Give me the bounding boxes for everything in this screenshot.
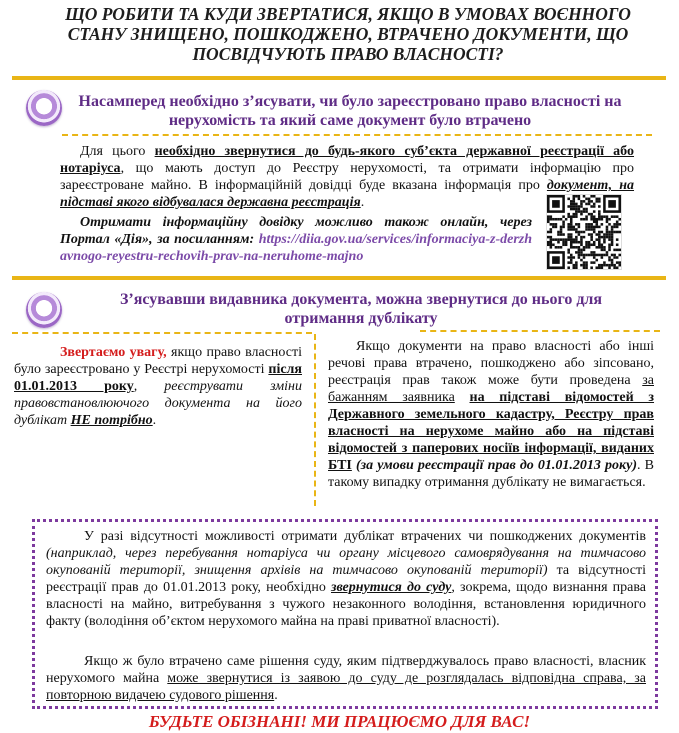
section2-heading: З’ясувавши видавника документа, можна звернутися до нього для отримання дублікату [119,291,603,327]
section2-divider-left [12,332,312,334]
section1-heading: Насамперед необхідно з’ясувати, чи було зареєстровано право власності на нерухомість та який саме документ було втрачено [78,93,622,129]
bullet-icon [26,90,62,126]
section-divider [12,276,666,280]
column-divider [314,334,316,506]
section1-divider [62,134,652,136]
section2-divider-right [420,330,660,332]
section3-paragraph1: У разі відсутності можливості отримати дублікат втрачених чи пошкоджених документів (наприклад, через перебування нотаріуса чи органу місцевого самоврядування на тимчасово окупованій території, знищення архівів на тимчасово окупованій території) та відсутності реєстрації прав до 01.01.2013 року, необхідно звернутися до суду, зокрема, щодо визнання права власності на майно, витребування з чужого незаконного володіння, встановлення юридичного факту (володіння об’єктом нерухомого майна на праві приватної власності). [46,529,647,629]
title-divider [12,76,666,80]
footer-slogan: БУДЬТЕ ОБІЗНАНІ! МИ ПРАЦЮЄМО ДЛЯ ВАС! [148,712,531,731]
section1-paragraph1: Для цього необхідно звернутися до будь-якого суб’єкта державної реєстрації або нотаріуса, що мають доступ до Реєстру нерухомості, та отримати інформацію про зареєстроване майно. В інформаційній довідці буде вказана інформація про документ, на підставі якого відбувалася державна реєстрація. [60,144,635,210]
section1-paragraph2: Отримати інформаційну довідку можливо також онлайн, через Портал «Дія», за посиланням: https://diia.gov.ua/services/informaciya-z-derzhavnogo-reyestru-rechovih-prav-na-neruhome-majno [60,215,532,264]
bullet-icon [26,292,62,328]
section3-paragraph2: Якщо ж було втрачено саме рішення суду, яким підтверджувалось право власності, власник нерухомого майна може звернутися із заявою до суду де розглядалась відповідна справа, за повторною видачею судового рішення. [46,654,647,703]
section2-right-paragraph: Якщо документи на право власності або інші речові права втрачено, пошкоджено або зіпсовано, реєстрація прав також може бути проведена за бажанням заявника на підставі відомостей з Державного земельного кадастру, Реєстру прав власності на нерухоме майно або на підставі відомостей з паперових носіїв інформації, виданих БТІ (за умови реєстрації прав до 01.01.2013 року). В такому випадку отримання дублікату не вимагається. [328,339,655,490]
page-title: ЩО РОБИТИ ТА КУДИ ЗВЕРТАТИСЯ, ЯКЩО В УМОВАХ ВОЄННОГО СТАНУ ЗНИЩЕНО, ПОШКОДЖЕНО, ВТРАЧЕНО ДОКУМЕНТИ, ЩО ПОСВІДЧУЮТЬ ПРАВО ВЛАСНОСТІ? [65,4,631,64]
section2-left-paragraph: Звертаємо увагу, якщо право власності було зареєстровано у Реєстрі нерухомості після 01.01.2013 року, реєструвати зміни правовстановлюючого документа на його дублікат НЕ потрібно. [14,345,302,428]
qr-code [546,194,622,270]
diia-link[interactable]: https://diia.gov.ua/services/informaciya-z-derzhavnogo-reyestru-rechovih-prav-na-neruhome-majno [60,232,532,264]
